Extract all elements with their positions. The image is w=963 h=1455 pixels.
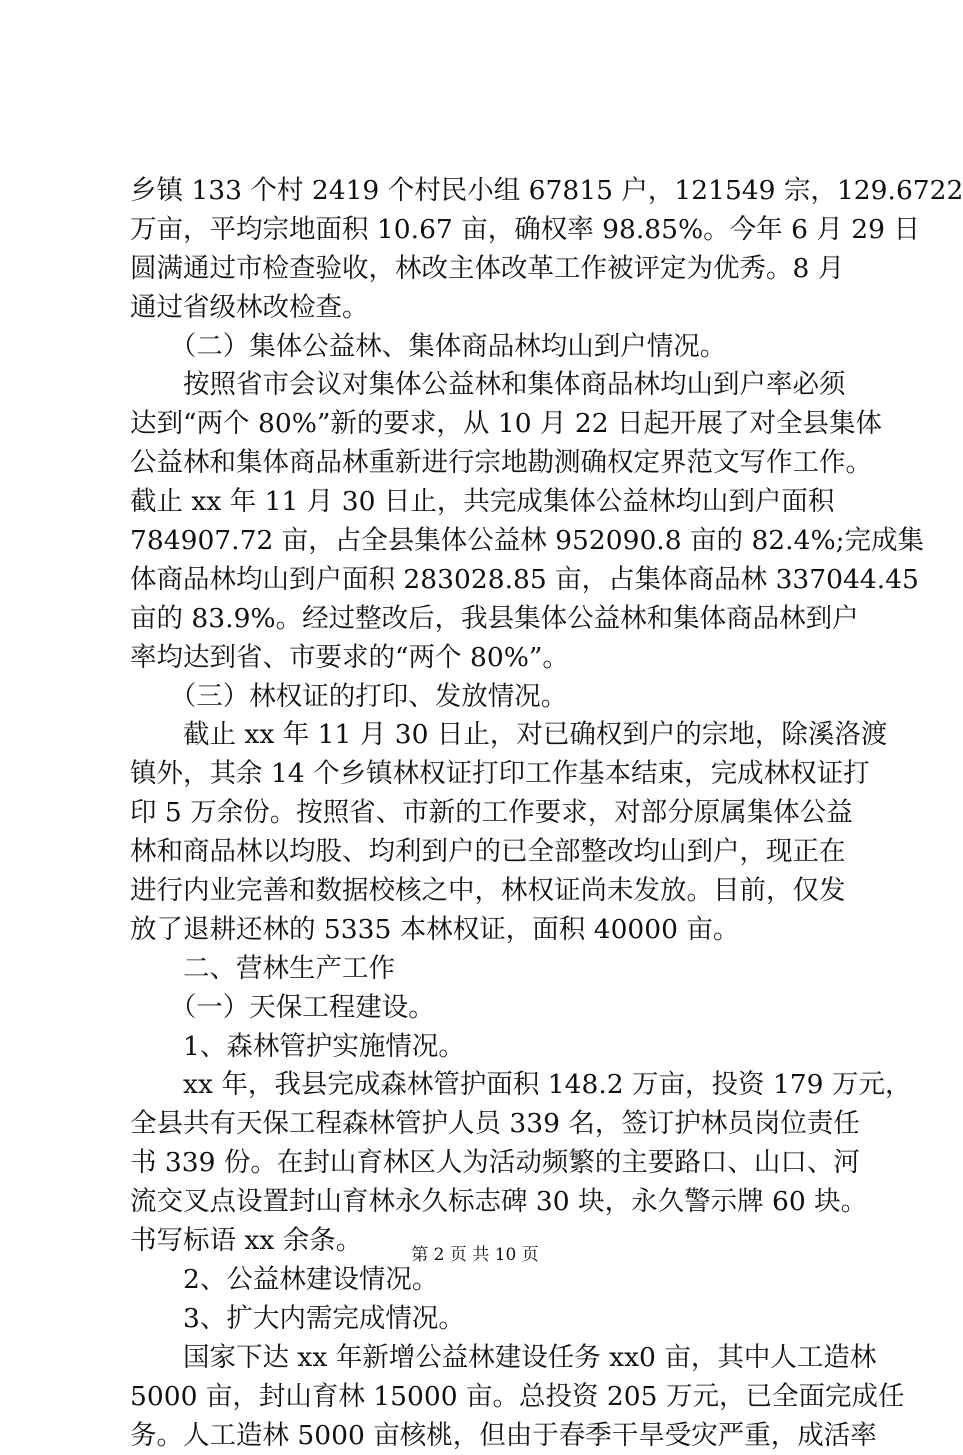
- text-line: 5000 亩，封山育林 15000 亩。总投资 205 万元，已全面完成任: [130, 1378, 830, 1417]
- text-line: 体商品林均山到户面积 283028.85 亩，占集体商品林 337044.45: [130, 561, 830, 600]
- section-heading: 2、公益林建设情况。: [130, 1261, 830, 1300]
- section-heading: 二、营林生产工作: [130, 950, 830, 989]
- text-line: 率均达到省、市要求的“两个 80%”。: [130, 639, 830, 678]
- text-line: 林和商品林以均股、均利到户的已全部整改均山到户，现正在: [130, 833, 830, 872]
- text-line: 国家下达 xx 年新增公益林建设任务 xx0 亩，其中人工造林: [130, 1339, 830, 1378]
- text-line: 务。人工造林 5000 亩核桃，但由于春季干旱受灾严重，成活率: [130, 1417, 830, 1455]
- section-heading: 1、森林管护实施情况。: [130, 1028, 830, 1067]
- text-line: 亩的 83.9%。经过整改后，我县集体公益林和集体商品林到户: [130, 600, 830, 639]
- section-heading: （三）林权证的打印、发放情况。: [130, 678, 830, 717]
- text-line: 放了退耕还林的 5335 本林权证，面积 40000 亩。: [130, 911, 830, 950]
- section-heading: 3、扩大内需完成情况。: [130, 1300, 830, 1339]
- text-line: 书 339 份。在封山育林区人为活动频繁的主要路口、山口、河: [130, 1144, 830, 1183]
- page-number-footer: 第 2 页 共 10 页: [0, 1240, 950, 1265]
- text-line: 镇外，其余 14 个乡镇林权证打印工作基本结束，完成林权证打: [130, 755, 830, 794]
- text-line: 截止 xx 年 11 月 30 日止，对已确权到户的宗地，除溪洛渡: [130, 716, 830, 755]
- text-line: 全县共有天保工程森林管护人员 339 名，签订护林员岗位责任: [130, 1105, 830, 1144]
- section-heading: （二）集体公益林、集体商品林均山到户情况。: [130, 328, 830, 367]
- text-line: 截止 xx 年 11 月 30 日止，共完成集体公益林均山到户面积: [130, 483, 830, 522]
- text-line: xx 年，我县完成森林管护面积 148.2 万亩，投资 179 万元，: [130, 1066, 830, 1105]
- text-line: 按照省市会议对集体公益林和集体商品林均山到户率必须: [130, 366, 830, 405]
- text-line: 流交叉点设置封山育林永久标志碑 30 块，永久警示牌 60 块。: [130, 1183, 830, 1222]
- text-line: 通过省级林改检查。: [130, 289, 830, 328]
- text-line: 万亩，平均宗地面积 10.67 亩，确权率 98.85%。今年 6 月 29 日: [130, 211, 830, 250]
- text-line: 印 5 万余份。按照省、市新的工作要求，对部分原属集体公益: [130, 794, 830, 833]
- text-line: 圆满通过市检查验收，林改主体改革工作被评定为优秀。8 月: [130, 250, 830, 289]
- text-line: 784907.72 亩，占全县集体公益林 952090.8 亩的 82.4%;完成集: [130, 522, 830, 561]
- text-line: 达到“两个 80%”新的要求，从 10 月 22 日起开展了对全县集体: [130, 405, 830, 444]
- section-heading: （一）天保工程建设。: [130, 989, 830, 1028]
- text-line: 书写标语 xx 余条。: [130, 1222, 830, 1261]
- text-line: 进行内业完善和数据校核之中，林权证尚未发放。目前，仅发: [130, 872, 830, 911]
- text-line: 公益林和集体商品林重新进行宗地勘测确权定界范文写作工作。: [130, 444, 830, 483]
- text-line: 乡镇 133 个村 2419 个村民小组 67815 户，121549 宗，129.6722: [130, 172, 830, 211]
